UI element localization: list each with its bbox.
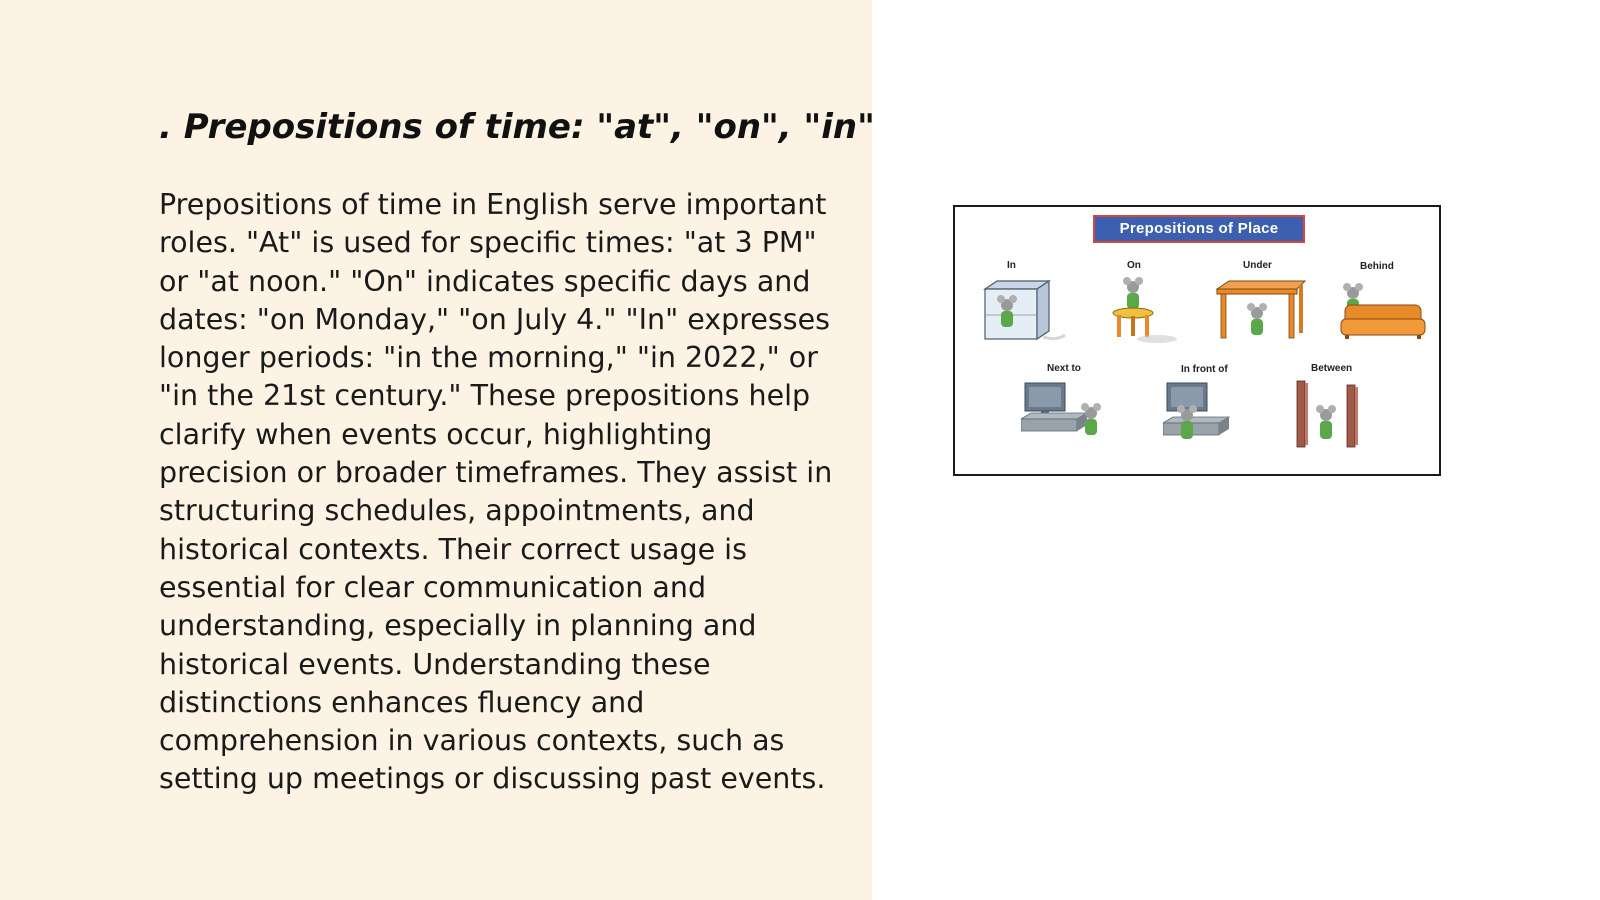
slide-title: . Prepositions of time: "at", "on", "in" [159,107,875,147]
mouse-behind-sofa-illustration [1331,275,1427,349]
label-in: In [1007,260,1016,271]
label-next-to: Next to [1047,363,1081,374]
label-under: Under [1243,260,1272,271]
label-between: Between [1311,363,1353,374]
mouse-next-to-computer-illustration [1021,379,1117,453]
mouse-on-stool-illustration [1095,275,1191,349]
label-on: On [1127,260,1141,271]
mouse-in-front-of-computer-illustration [1163,379,1259,453]
label-behind: Behind [1360,261,1394,272]
figure-banner: Prepositions of Place [1093,215,1305,243]
mouse-between-boards-illustration [1293,379,1389,453]
mouse-under-table-illustration [1213,275,1309,349]
prepositions-of-place-figure [953,205,1441,476]
label-in-front-of: In front of [1181,364,1228,375]
slide-body-text: Prepositions of time in English serve important roles. "At" is used for specific times: "at 3 PM" or "at noon." "On" indicates specific days and dates: "on Monday," "on July 4." "In" expresses longer periods: "in the morning," "in 2022," or "in the 21st century." These prepositions help clarify when events occur, highlighting precision or broader timeframes. They assist in structuring schedules, appointments, and historical contexts. Their correct usage is essential for clear communication and understanding, especially in planning and historical events. Understanding these distinctions enhances fluency and comprehension in various contexts, such as setting up meetings or discussing past events. [159,188,833,796]
mouse-in-box-illustration [977,275,1073,349]
